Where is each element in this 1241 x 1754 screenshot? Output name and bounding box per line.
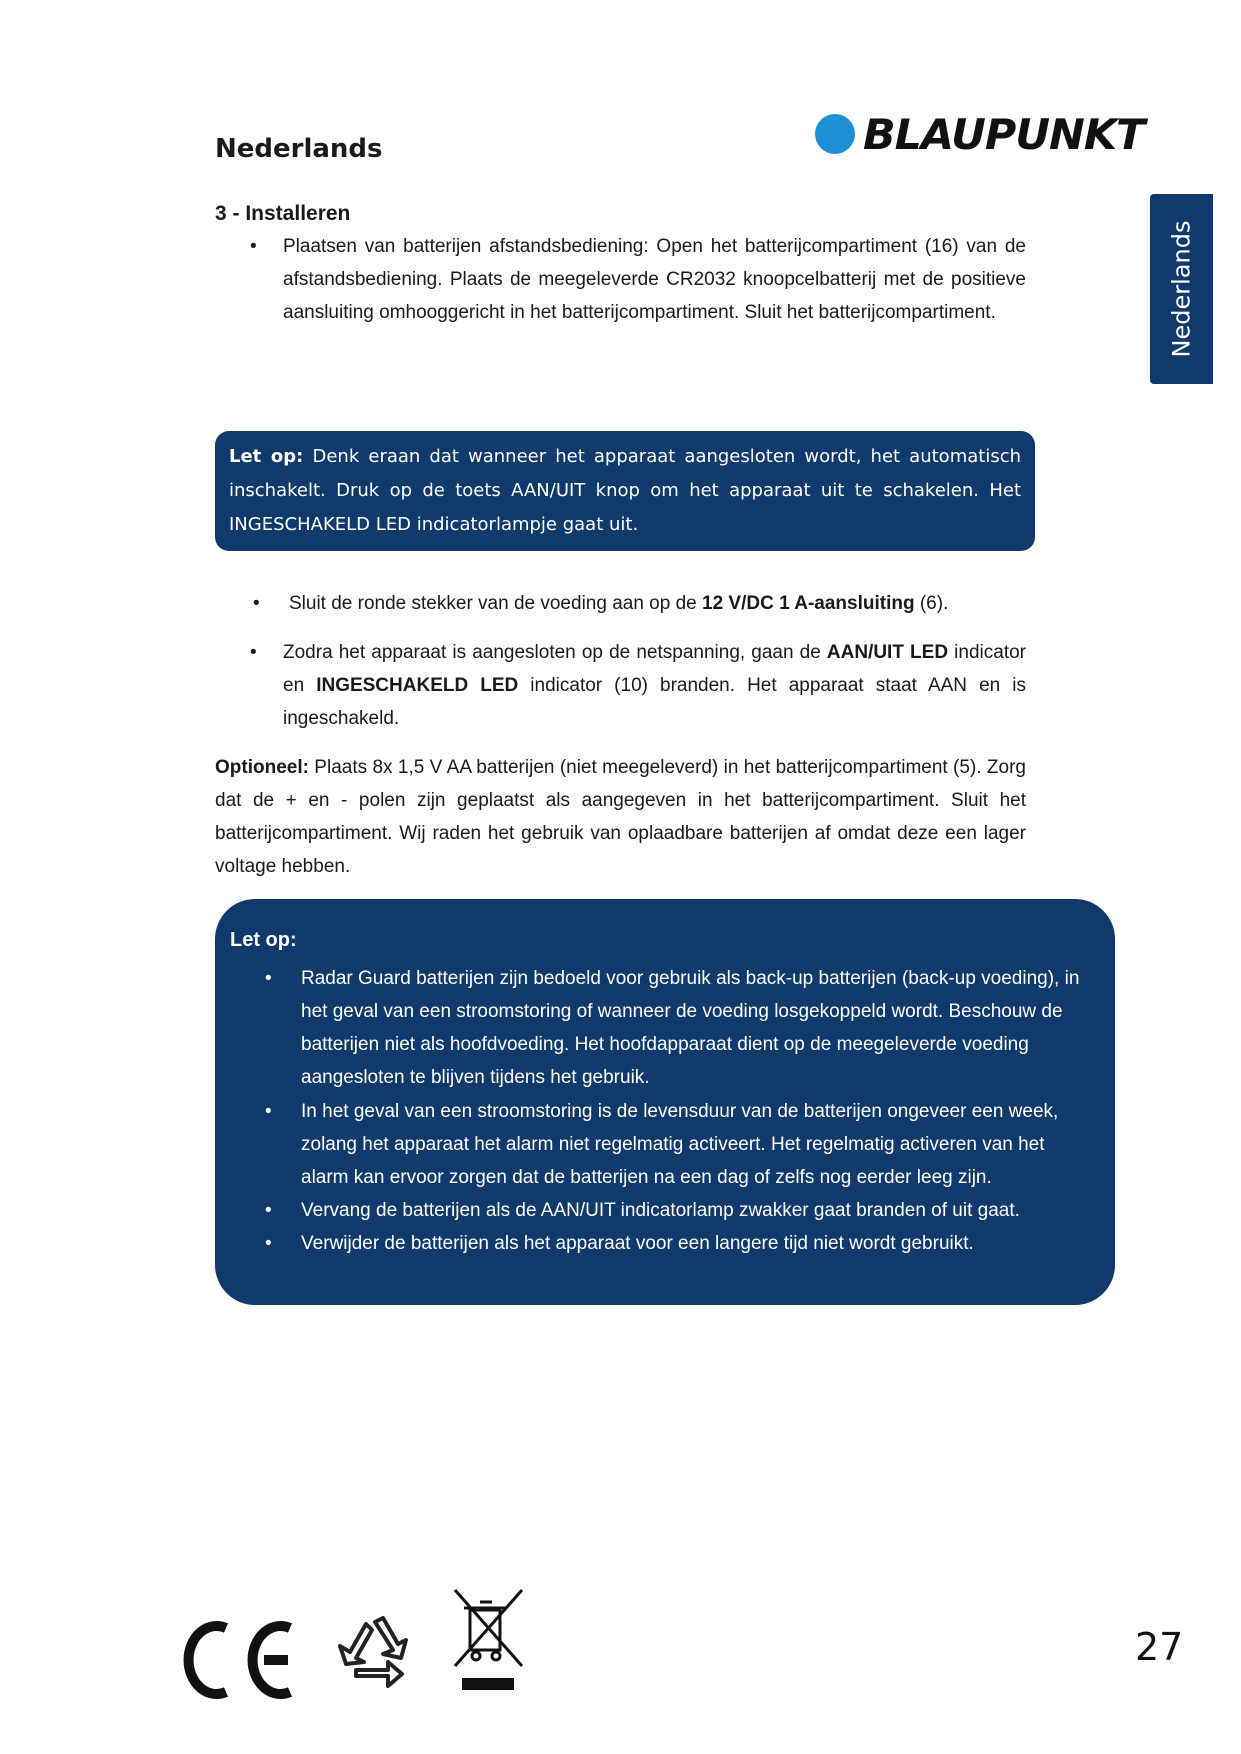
weee-crossed-bin-icon (455, 1590, 522, 1690)
language-side-tab (1150, 194, 1213, 384)
page-number: 27 (1135, 1625, 1184, 1669)
blaupunkt-logo (815, 109, 1145, 159)
bullet2-bold: 12 V/DC 1 A-aansluiting (702, 593, 915, 614)
recycle-icon (340, 1618, 406, 1686)
bullet2-text-b: (6). (914, 593, 949, 614)
logo-dot-icon (815, 114, 855, 154)
bullet-dot: • (265, 1200, 272, 1221)
section-title: 3 - Installeren (215, 202, 351, 225)
bullet3-text-a: Zodra het apparaat is aangesloten op de netspanning, gaan de (283, 642, 827, 663)
logo-text: BLAUPUNKT (863, 109, 1145, 159)
bullet3-text-b: indicator en (283, 642, 1026, 696)
note1-label: Let op: (229, 446, 304, 467)
note-box-2 (215, 899, 1115, 1305)
bullet-dot: • (250, 642, 257, 663)
power-connect-paragraph (289, 587, 1049, 620)
note2-item: Radar Guard batterijen zijn bedoeld voor gebruik als back-up batterijen (back-up voeding), in het geval van een stroomstoring of wanneer de voeding losgekoppeld wordt. Beschouw de batterijen niet als hoofdvoeding. Het hoofdapparaat dient op de meegeleverde voeding aangesloten te blijven tijdens het gebruik. (301, 968, 1080, 1088)
bullet3-bold-b: INGESCHAKELD LED (316, 675, 519, 696)
battery-remote-paragraph: Plaatsen van batterijen afstandsbediening: Open het batterijcompartiment (16) van de afstandsbediening. Plaats de meegeleverde CR2032 knoopcelbatterij met de positieve aansluiting omhooggericht in het batterijcompartiment. Sluit het batterijcompartiment. (283, 236, 1026, 323)
note1-text: Denk eraan dat wanneer het apparaat aangesloten wordt, het automatisch inschakelt. Druk op de toets AAN/UIT knop om het apparaat uit te schakelen. Het INGESCHAKELD LED indicatorlampje gaat uit. (229, 446, 1021, 535)
optional-text: Plaats 8x 1,5 V AA batterijen (niet meegeleverd) in het batterijcompartiment (5). Zorg dat de + en - polen zijn geplaatst als aangegeven in het batterijcompartiment. Sluit het batterijcompartiment. Wij raden het gebruik van oplaadbare batterijen af omdat deze een lager voltage hebben. (215, 757, 1026, 877)
note2-label: Let op: (230, 929, 297, 951)
bullet2-text-a: Sluit de ronde stekker van de voeding aan op de (289, 593, 703, 614)
compliance-icons (180, 1580, 560, 1700)
led-indicator-paragraph (283, 636, 1026, 735)
bullet-dot: • (253, 593, 260, 614)
bullet-dot: • (250, 236, 257, 257)
bullet-dot: • (265, 968, 272, 989)
bullet-dot: • (265, 1233, 272, 1254)
side-tab-label: Nederlands (1167, 220, 1196, 358)
bullet-dot: • (265, 1101, 272, 1122)
bullet3-bold-a: AAN/UIT LED (826, 642, 949, 663)
ce-mark-icon (189, 1626, 290, 1694)
page-heading: Nederlands (215, 134, 383, 164)
note-box-1 (215, 431, 1035, 551)
optional-label: Optioneel: (215, 757, 309, 778)
note2-item: In het geval van een stroomstoring is de levensduur van de batterijen ongeveer een week, zolang het apparaat het alarm niet regelmatig activeert. Het regelmatig activeren van het alarm kan ervoor zorgen dat de batterijen na een dag of zelfs nog eerder leeg zijn. (301, 1101, 1059, 1188)
optional-paragraph (215, 751, 1026, 883)
bullet3-text-c: indicator (10) branden. Het apparaat staat AAN en is ingeschakeld. (283, 675, 1026, 729)
note2-item: Vervang de batterijen als de AAN/UIT indicatorlamp zwakker gaat branden of uit gaat. (301, 1200, 1020, 1221)
note2-item: Verwijder de batterijen als het apparaat voor een langere tijd niet wordt gebruikt. (301, 1233, 974, 1254)
